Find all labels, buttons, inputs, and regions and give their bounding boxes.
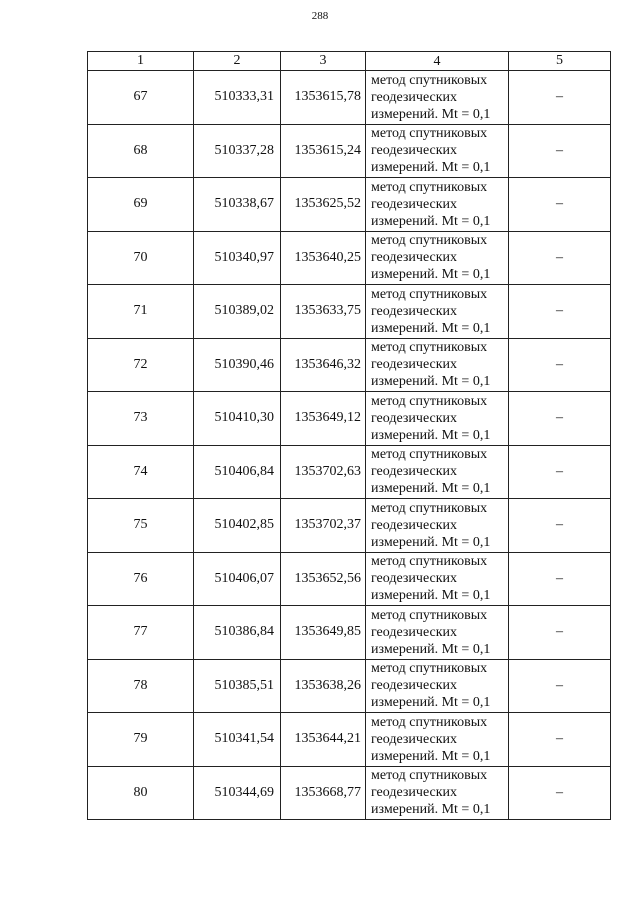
method-description [366, 392, 509, 446]
method-line-3: измерений. Mt = 0,1 [371, 160, 491, 176]
note: – [509, 124, 611, 178]
point-number: 72 [88, 338, 194, 392]
coord-y: 1353702,37 [281, 499, 366, 553]
method-line-1: метод спутниковых [371, 126, 488, 142]
method-line-1: метод спутниковых [371, 286, 488, 302]
method-description [366, 445, 509, 499]
table-row [88, 552, 611, 606]
note: – [509, 713, 611, 767]
coord-y: 1353625,52 [281, 178, 366, 232]
header-col-5: 5 [509, 52, 611, 71]
method-line-1: метод спутниковых [371, 393, 488, 409]
note: – [509, 285, 611, 339]
coord-x: 510402,85 [194, 499, 281, 553]
note: – [509, 659, 611, 713]
coord-x: 510338,67 [194, 178, 281, 232]
method-description [366, 124, 509, 178]
point-number: 67 [88, 71, 194, 125]
header-row [88, 52, 611, 71]
method-line-3: измерений. Mt = 0,1 [371, 374, 491, 390]
coord-y: 1353652,56 [281, 552, 366, 606]
method-line-3: измерений. Mt = 0,1 [371, 267, 491, 283]
table-row [88, 285, 611, 339]
table-row [88, 766, 611, 820]
coord-y: 1353702,63 [281, 445, 366, 499]
method-line-3: измерений. Mt = 0,1 [371, 748, 491, 764]
coord-x: 510385,51 [194, 659, 281, 713]
method-line-1: метод спутниковых [371, 447, 488, 463]
method-line-2: геодезических [371, 410, 458, 426]
coord-x: 510341,54 [194, 713, 281, 767]
method-line-3: измерений. Mt = 0,1 [371, 588, 491, 604]
method-line-3: измерений. Mt = 0,1 [371, 641, 491, 657]
method-line-3: измерений. Mt = 0,1 [371, 802, 491, 818]
table-row [88, 606, 611, 660]
coord-x: 510390,46 [194, 338, 281, 392]
method-description [366, 499, 509, 553]
coord-y: 1353649,85 [281, 606, 366, 660]
method-line-2: геодезических [371, 678, 458, 694]
note: – [509, 445, 611, 499]
note: – [509, 499, 611, 553]
point-number: 68 [88, 124, 194, 178]
method-line-2: геодезических [371, 731, 458, 747]
table-row [88, 178, 611, 232]
coord-x: 510386,84 [194, 606, 281, 660]
method-line-2: геодезических [371, 464, 458, 480]
table-row [88, 338, 611, 392]
table-row [88, 231, 611, 285]
method-description [366, 606, 509, 660]
method-line-3: измерений. Mt = 0,1 [371, 427, 491, 443]
coord-x: 510340,97 [194, 231, 281, 285]
coord-y: 1353640,25 [281, 231, 366, 285]
table-row [88, 71, 611, 125]
point-number: 69 [88, 178, 194, 232]
table-row [88, 713, 611, 767]
coord-y: 1353633,75 [281, 285, 366, 339]
coord-y: 1353646,32 [281, 338, 366, 392]
method-line-3: измерений. Mt = 0,1 [371, 481, 491, 497]
point-number: 71 [88, 285, 194, 339]
coord-x: 510389,02 [194, 285, 281, 339]
point-number: 77 [88, 606, 194, 660]
method-line-1: метод спутниковых [371, 768, 488, 784]
header-col-1: 1 [88, 52, 194, 71]
coord-x: 510333,31 [194, 71, 281, 125]
header-col-3: 3 [281, 52, 366, 71]
point-number: 78 [88, 659, 194, 713]
method-line-1: метод спутниковых [371, 340, 488, 356]
method-line-1: метод спутниковых [371, 233, 488, 249]
method-line-2: геодезических [371, 89, 458, 105]
method-line-2: геодезических [371, 303, 458, 319]
coord-y: 1353644,21 [281, 713, 366, 767]
method-line-1: метод спутниковых [371, 554, 488, 570]
method-line-1: метод спутниковых [371, 179, 488, 195]
header-col-4: 4 [366, 52, 509, 71]
coord-x: 510406,07 [194, 552, 281, 606]
point-number: 80 [88, 766, 194, 820]
method-line-3: измерений. Mt = 0,1 [371, 106, 491, 122]
method-line-1: метод спутниковых [371, 607, 488, 623]
table-row [88, 124, 611, 178]
method-description [366, 659, 509, 713]
method-description [366, 766, 509, 820]
table-row [88, 499, 611, 553]
method-line-1: метод спутниковых [371, 714, 488, 730]
method-line-2: геодезических [371, 250, 458, 266]
table-row [88, 392, 611, 446]
point-number: 70 [88, 231, 194, 285]
method-line-1: метод спутниковых [371, 72, 488, 88]
method-description [366, 552, 509, 606]
coord-y: 1353615,24 [281, 124, 366, 178]
method-line-2: геодезических [371, 357, 458, 373]
method-description [366, 338, 509, 392]
method-line-1: метод спутниковых [371, 500, 488, 516]
method-line-2: геодезических [371, 624, 458, 640]
point-number: 74 [88, 445, 194, 499]
coord-x: 510337,28 [194, 124, 281, 178]
note: – [509, 552, 611, 606]
coord-y: 1353615,78 [281, 71, 366, 125]
method-description [366, 71, 509, 125]
method-line-2: геодезических [371, 196, 458, 212]
note: – [509, 71, 611, 125]
table-row [88, 659, 611, 713]
method-description [366, 285, 509, 339]
note: – [509, 766, 611, 820]
method-line-2: геодезических [371, 785, 458, 801]
method-description [366, 178, 509, 232]
point-number: 75 [88, 499, 194, 553]
method-line-3: измерений. Mt = 0,1 [371, 320, 491, 336]
coord-x: 510410,30 [194, 392, 281, 446]
method-line-3: измерений. Mt = 0,1 [371, 534, 491, 550]
method-line-3: измерений. Mt = 0,1 [371, 213, 491, 229]
coord-x: 510406,84 [194, 445, 281, 499]
coord-y: 1353649,12 [281, 392, 366, 446]
table-header [88, 52, 611, 71]
page-number: 288 [311, 10, 329, 22]
table-body [88, 71, 611, 820]
coordinates-table [87, 51, 611, 820]
point-number: 76 [88, 552, 194, 606]
note: – [509, 231, 611, 285]
table-row [88, 445, 611, 499]
header-col-2: 2 [194, 52, 281, 71]
method-line-2: геодезических [371, 143, 458, 159]
method-line-1: метод спутниковых [371, 661, 488, 677]
method-description [366, 713, 509, 767]
coord-y: 1353638,26 [281, 659, 366, 713]
point-number: 79 [88, 713, 194, 767]
method-description [366, 231, 509, 285]
coord-y: 1353668,77 [281, 766, 366, 820]
note: – [509, 392, 611, 446]
note: – [509, 338, 611, 392]
point-number: 73 [88, 392, 194, 446]
method-line-3: измерений. Mt = 0,1 [371, 695, 491, 711]
note: – [509, 178, 611, 232]
coord-x: 510344,69 [194, 766, 281, 820]
note: – [509, 606, 611, 660]
method-line-2: геодезических [371, 517, 458, 533]
method-line-2: геодезических [371, 571, 458, 587]
